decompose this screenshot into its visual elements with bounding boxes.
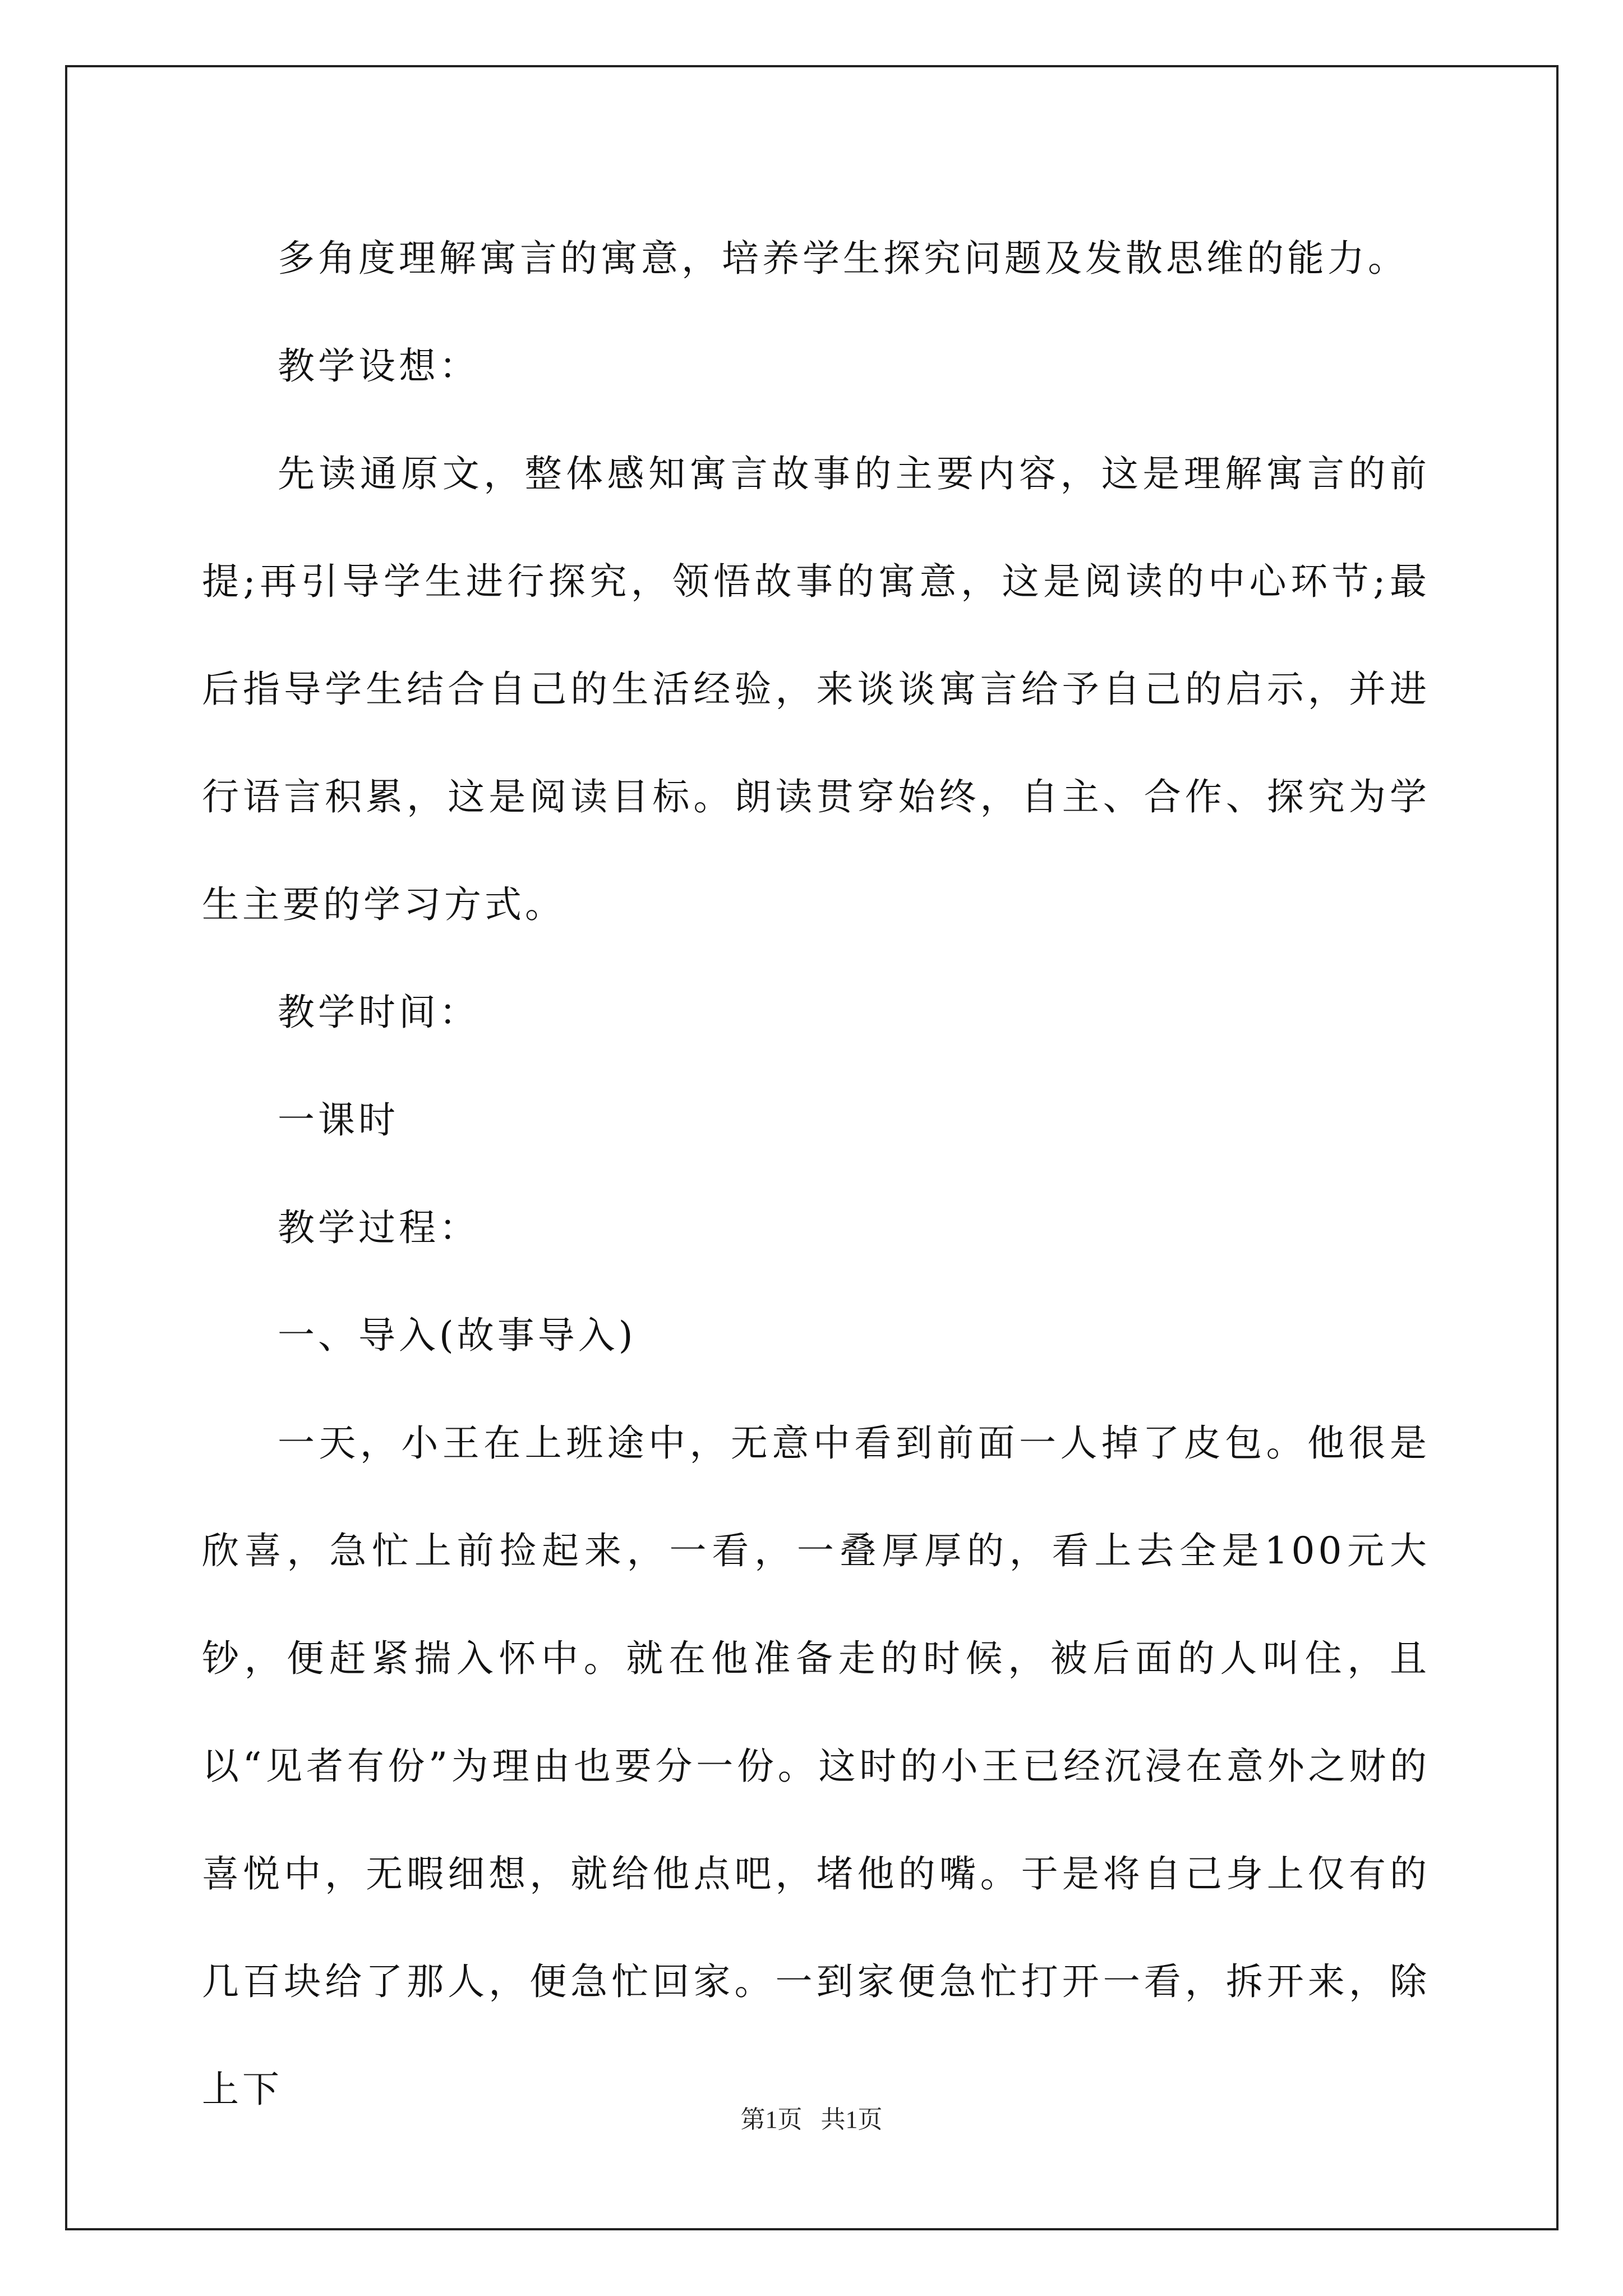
paragraph-teaching-time: 一课时 [278,1098,399,1142]
paragraph-teaching-idea: 先读通原文，整体感知寓言故事的主要内容，这是理解寓言的前提;再引导学生进行探究，领悟故事的寓意，这是阅读的中心环节;最后指导学生结合自己的生活经验，来谈谈寓言给予自己的启示，并进行语言积累，这是阅读目标。朗读贯穿始终，自主、合作、探究为学生主要的学习方式。 [202,452,1430,926]
heading-teaching-idea: 教学设想： [278,344,479,388]
page-number-footer: 第1页 共1页 [740,2106,883,2133]
paragraph-story: 一天，小王在上班途中，无意中看到前面一人掉了皮包。他很是欣喜，急忙上前捡起来，一看，一叠厚厚的，看上去全是100元大钞，便赶紧揣入怀中。就在他准备走的时候，被后面的人叫住，且以“见者有份”为理由也要分一份。这时的小王已经沉浸在意外之财的喜悦中，无暇细想，就给他点吧，堵他的嘴。于是将自己身上仅有的几百块给了那人，便急忙回家。一到家便急忙打开一看，拆开来，除上下 [202,1421,1430,2111]
heading-introduction: 一、导入(故事导入) [278,1314,637,1357]
heading-teaching-time: 教学时间： [278,991,479,1034]
document-body [202,205,1430,2143]
heading-teaching-process: 教学过程： [278,1206,479,1249]
paragraph-objective: 多角度理解寓言的寓意，培养学生探究问题及发散思维的能力。 [278,237,1408,280]
